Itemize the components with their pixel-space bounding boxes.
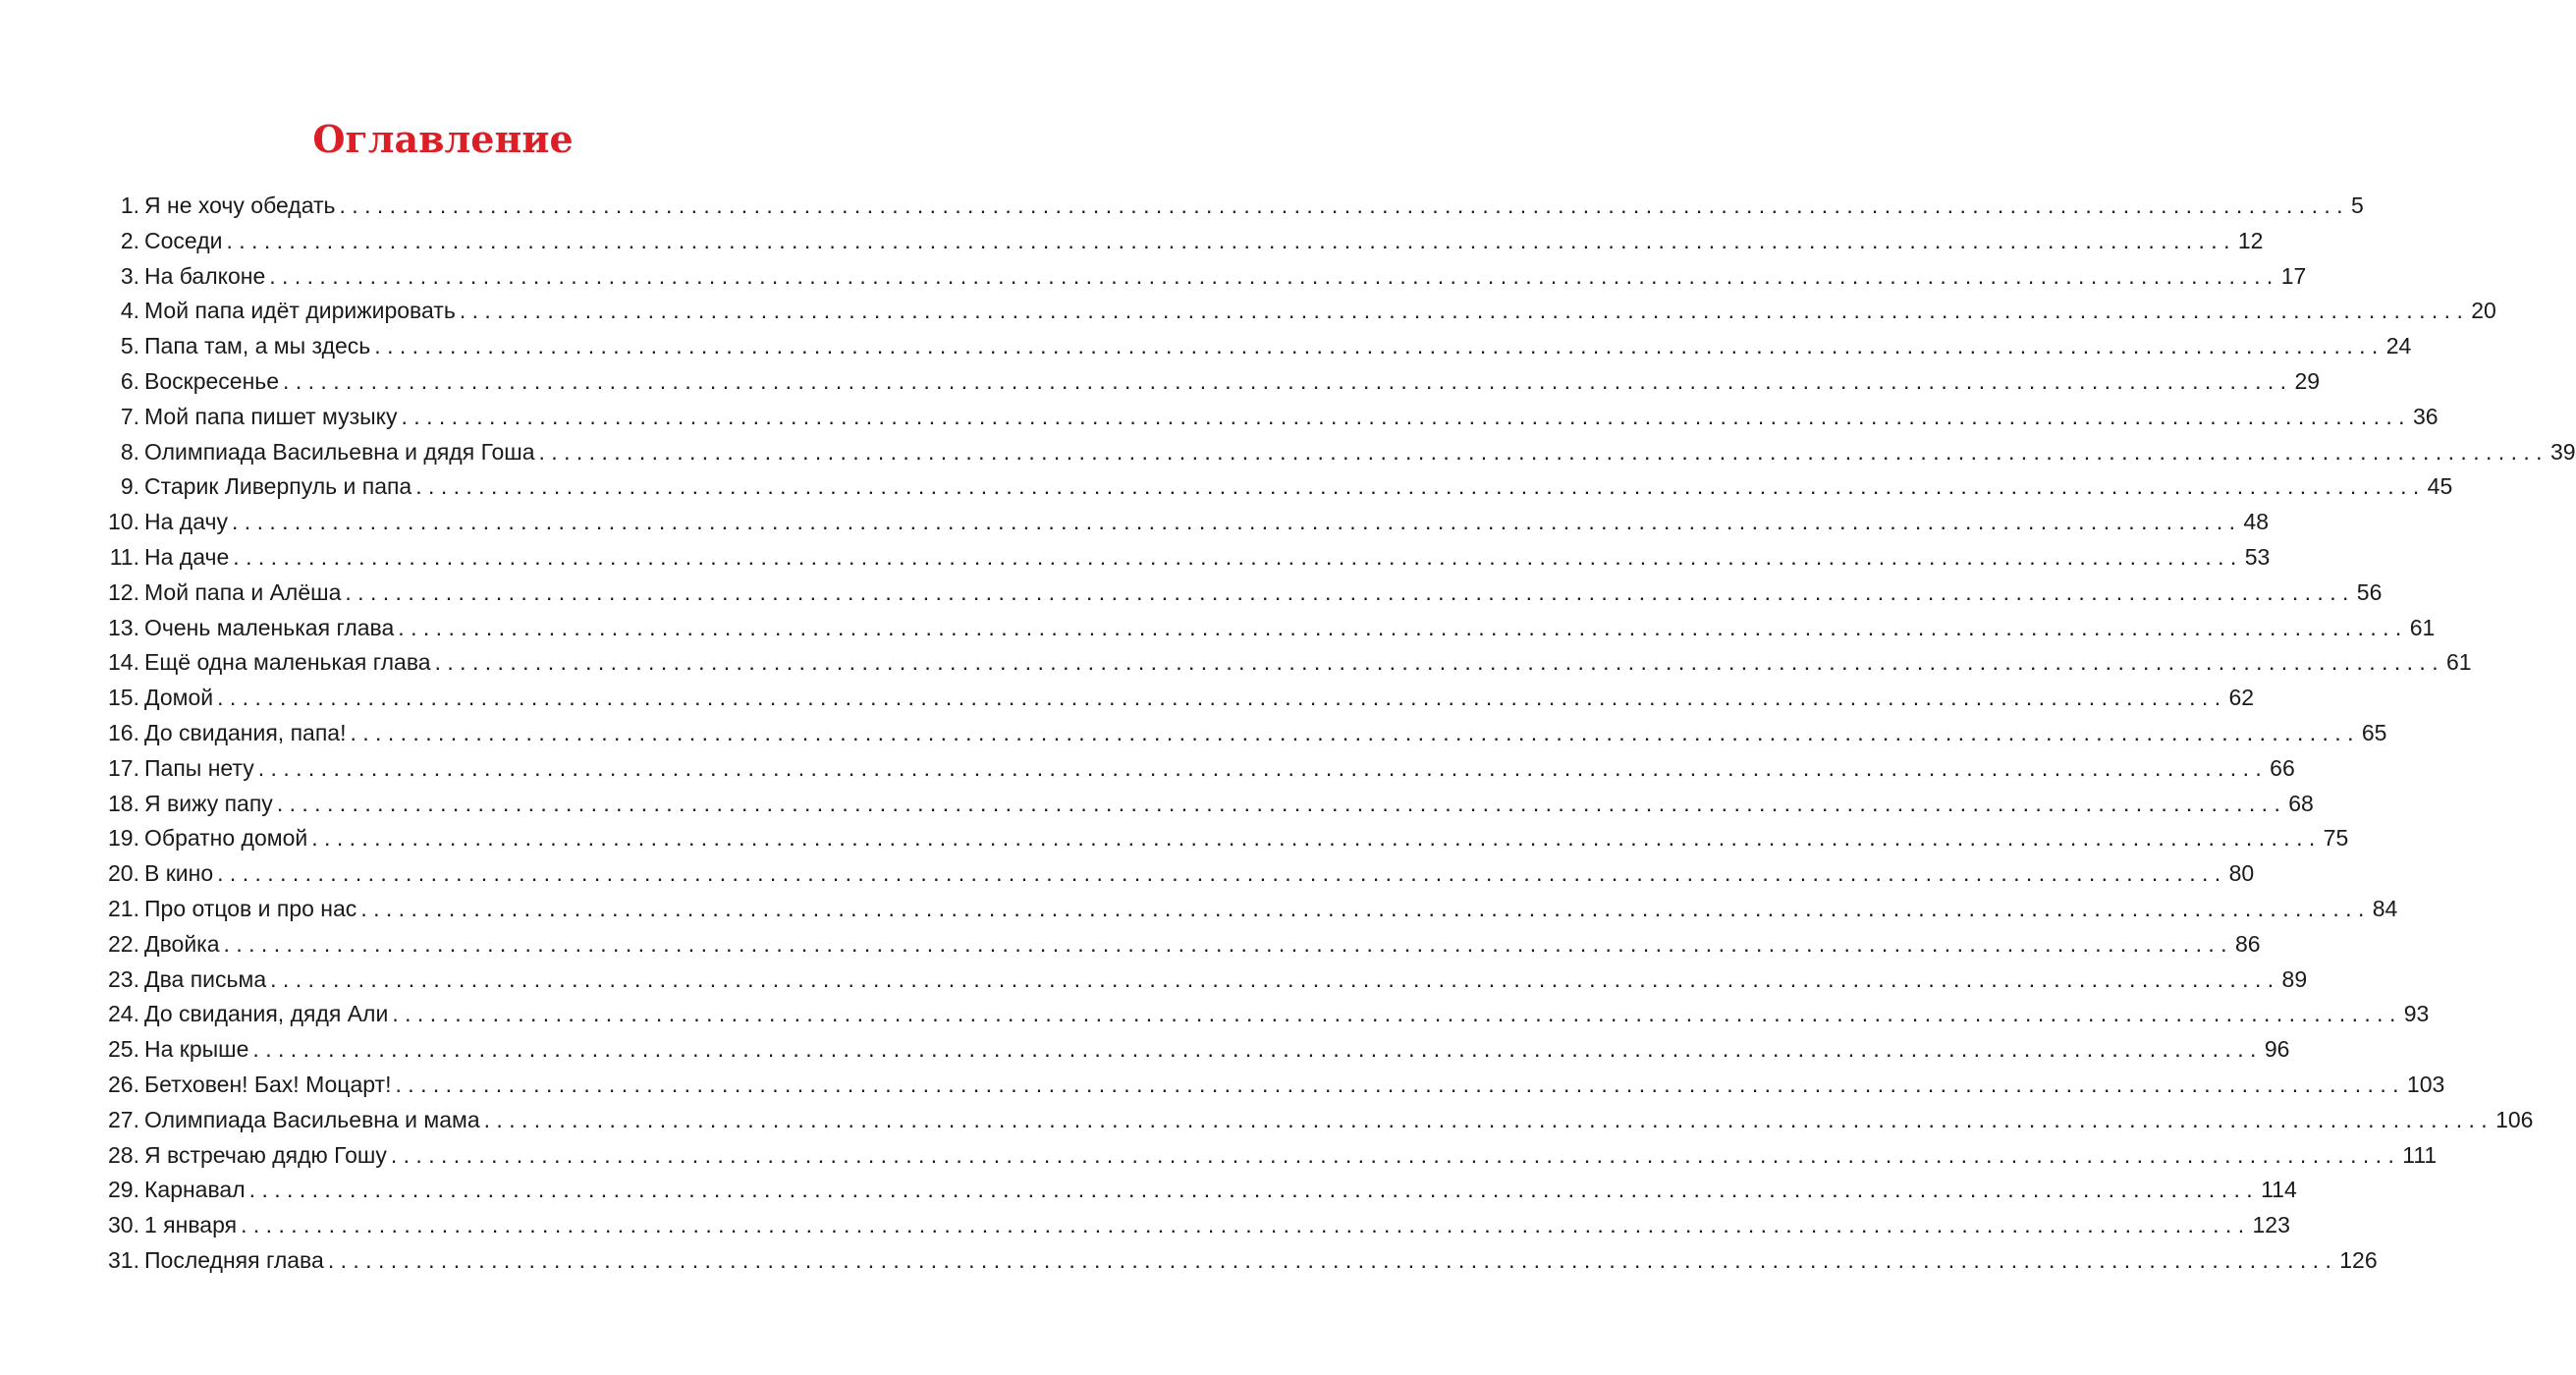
toc-entry-number: 9. [120, 473, 139, 500]
toc-dot-leader: ................................................................................................................................................................ [217, 860, 2227, 887]
toc-entry-page: 20 [2471, 298, 2496, 324]
toc-dot-leader: ................................................................................................................................................................ [311, 825, 2322, 852]
toc-entry-title: Я вижу папу [144, 790, 273, 816]
toc-entry-page: 61 [2446, 649, 2472, 676]
toc-dot-leader: ................................................................................................................................................................ [269, 262, 2279, 289]
toc-entry-number: 23. [108, 965, 139, 992]
toc-dot-leader: ................................................................................................................................................................ [415, 473, 2426, 500]
toc-dot-leader: ................................................................................................................................................................ [257, 754, 2269, 781]
toc-entry-number: 8. [120, 438, 139, 465]
toc-entry-page: 17 [2280, 262, 2307, 289]
toc-entry-title: Ещё одна маленькая глава [144, 649, 431, 676]
toc-entry-title: Очень маленькая глава [144, 614, 395, 640]
toc-entry-title: До свидания, папа! [144, 719, 347, 745]
toc-dot-leader: ................................................................................................................................................................ [217, 685, 2227, 711]
toc-entry-number: 6. [120, 367, 139, 394]
toc-entry-number: 3. [120, 262, 139, 289]
toc-dot-leader: ................................................................................................................................................................ [390, 1141, 2401, 1168]
toc-entry-page: 114 [2261, 1177, 2297, 1203]
toc-entry [94, 1208, 2290, 1243]
toc-entry [94, 927, 2261, 962]
toc-entry-title: Папы нету [144, 754, 254, 781]
toc-entry [94, 329, 2412, 364]
toc-entry-title: Старик Ливерпуль и папа [144, 473, 412, 500]
toc-entry-page: 56 [2356, 578, 2383, 605]
toc-entry-title: Соседи [144, 227, 223, 253]
toc-entry-page: 61 [2409, 614, 2436, 640]
toc-entry-page: 12 [2237, 227, 2264, 253]
toc-entry [94, 997, 2430, 1032]
toc-entry [94, 1138, 2438, 1174]
toc-entry-page: 126 [2339, 1246, 2378, 1273]
toc-entry-page: 24 [2385, 333, 2412, 359]
toc-entry-number: 17. [108, 754, 139, 781]
toc-entry-title: На балконе [144, 262, 266, 289]
toc-entry [94, 259, 2307, 295]
toc-entry-page: 96 [2264, 1036, 2290, 1063]
toc-dot-leader: ................................................................................................................................................................ [248, 1177, 2260, 1203]
toc-entry-page: 86 [2234, 930, 2261, 957]
toc-entry-title: На дачу [144, 509, 228, 535]
toc-entry-number: 5. [120, 333, 139, 359]
toc-entry-number: 10. [108, 509, 139, 535]
toc-entry [94, 224, 2264, 259]
toc-entry [94, 1032, 2290, 1068]
toc-entry-title: На даче [144, 543, 230, 570]
toc-entry-number: 26. [108, 1071, 139, 1097]
toc-entry-number: 22. [108, 930, 139, 957]
toc-dot-leader: ................................................................................................................................................................ [374, 333, 2384, 359]
toc-dot-leader: ................................................................................................................................................................ [398, 614, 2408, 640]
toc-dot-leader: ................................................................................................................................................................ [283, 367, 2293, 394]
toc-entry-title: На крыше [144, 1036, 249, 1063]
toc-entry-title: В кино [144, 860, 214, 887]
toc-entry-title: Я встречаю дядю Гошу [144, 1141, 387, 1168]
toc-dot-leader: ................................................................................................................................................................ [231, 509, 2242, 535]
toc-entry-number: 2. [120, 227, 139, 253]
toc-entry-number: 27. [108, 1106, 139, 1132]
toc-entry-page: 5 [2350, 192, 2364, 218]
toc-dot-leader: ................................................................................................................................................................ [339, 192, 2349, 218]
toc-entry-number: 7. [120, 403, 139, 429]
toc-entry [94, 645, 2472, 681]
toc-entry [94, 751, 2295, 787]
toc-entry-number: 25. [108, 1036, 139, 1063]
toc-entry [94, 1243, 2378, 1279]
toc-entry [94, 469, 2453, 505]
toc-entry-title: Домой [144, 685, 214, 711]
toc-entry [94, 1173, 2297, 1208]
toc-entry-page: 93 [2403, 1001, 2430, 1027]
toc-entry-page: 66 [2270, 754, 2295, 781]
toc-entry [94, 821, 2349, 856]
toc-entry-title: Воскресенье [144, 367, 280, 394]
toc-entry [94, 294, 2496, 329]
toc-entry-number: 29. [108, 1177, 139, 1203]
toc-entry-page: 75 [2323, 825, 2349, 852]
toc-entry [94, 1103, 2534, 1138]
toc-entry [94, 716, 2387, 751]
toc-entry-number: 28. [108, 1141, 139, 1168]
toc-dot-leader: ................................................................................................................................................................ [252, 1036, 2263, 1063]
toc-entry-page: 48 [2243, 509, 2269, 535]
toc-entry-number: 13. [108, 614, 139, 640]
toc-entry-title: Бетховен! Бах! Моцарт! [144, 1071, 392, 1097]
toc-entry [94, 364, 2321, 400]
toc-entry-page: 103 [2406, 1071, 2445, 1097]
toc-entry-title: 1 января [144, 1212, 238, 1238]
toc-entry-title: Мой папа пишет музыку [144, 403, 398, 429]
toc-entry-number: 16. [108, 719, 139, 745]
toc-entry-title: Олимпиада Васильевна и мама [144, 1106, 480, 1132]
toc-entry-title: Мой папа идёт дирижировать [144, 298, 456, 324]
toc-entry [94, 681, 2255, 716]
toc-entry [94, 892, 2398, 927]
toc-dot-leader: ................................................................................................................................................................ [360, 895, 2371, 921]
table-of-contents [94, 189, 2576, 1279]
toc-entry-title: Два письма [144, 965, 267, 992]
toc-entry-title: Двойка [144, 930, 220, 957]
toc-entry-title: Обратно домой [144, 825, 308, 852]
toc-dot-leader: ................................................................................................................................................................ [276, 790, 2287, 816]
toc-entry [94, 611, 2436, 646]
toc-entry-page: 123 [2252, 1212, 2290, 1238]
toc-entry [94, 576, 2383, 611]
toc-entry-number: 11. [109, 543, 139, 570]
toc-entry-number: 30. [108, 1212, 139, 1238]
toc-entry-page: 53 [2244, 543, 2271, 570]
toc-entry-page: 36 [2412, 403, 2439, 429]
toc-dot-leader: ................................................................................................................................................................ [345, 578, 2355, 605]
toc-entry [94, 787, 2314, 822]
toc-entry-number: 24. [108, 1001, 139, 1027]
toc-dot-leader: ................................................................................................................................................................ [233, 543, 2243, 570]
toc-dot-leader: ................................................................................................................................................................ [327, 1246, 2338, 1273]
toc-entry-title: Про отцов и про нас [144, 895, 357, 921]
toc-entry-title: Олимпиада Васильевна и дядя Гоша [144, 438, 535, 465]
toc-entry-number: 1. [120, 192, 139, 218]
toc-dot-leader: ................................................................................................................................................................ [350, 719, 2360, 745]
toc-entry [94, 435, 2576, 470]
toc-entry-number: 18. [108, 790, 139, 816]
page-title: Оглавление [312, 117, 574, 161]
toc-dot-leader: ................................................................................................................................................................ [270, 965, 2280, 992]
toc-dot-leader: ................................................................................................................................................................ [226, 227, 2236, 253]
toc-entry [94, 505, 2269, 540]
toc-entry-title: Последняя глава [144, 1246, 324, 1273]
toc-dot-leader: ................................................................................................................................................................ [241, 1212, 2251, 1238]
toc-entry-title: Папа там, а мы здесь [144, 333, 371, 359]
toc-dot-leader: ................................................................................................................................................................ [223, 930, 2233, 957]
toc-entry-page: 111 [2402, 1141, 2438, 1168]
toc-dot-leader: ................................................................................................................................................................ [538, 438, 2549, 465]
toc-dot-leader: ................................................................................................................................................................ [483, 1106, 2494, 1132]
toc-entry-number: 31. [108, 1246, 139, 1273]
toc-dot-leader: ................................................................................................................................................................ [401, 403, 2411, 429]
toc-entry [94, 1068, 2445, 1103]
toc-entry [94, 962, 2308, 998]
toc-entry [94, 856, 2255, 892]
toc-entry-number: 12. [108, 578, 139, 605]
toc-entry [94, 189, 2364, 224]
toc-entry-page: 39 [2549, 438, 2576, 465]
toc-entry [94, 540, 2271, 576]
toc-dot-leader: ................................................................................................................................................................ [434, 649, 2445, 676]
toc-entry-page: 80 [2228, 860, 2255, 887]
toc-entry-number: 21. [108, 895, 139, 921]
toc-entry-number: 20. [108, 860, 139, 887]
toc-entry-title: Мой папа и Алёша [144, 578, 342, 605]
toc-entry-page: 84 [2372, 895, 2398, 921]
toc-dot-leader: ................................................................................................................................................................ [392, 1001, 2402, 1027]
toc-entry-page: 45 [2427, 473, 2453, 500]
toc-entry-number: 15. [108, 685, 139, 711]
toc-entry-page: 106 [2495, 1106, 2534, 1132]
toc-entry-number: 14. [108, 649, 139, 676]
toc-entry-title: Карнавал [144, 1177, 246, 1203]
toc-entry-number: 19. [108, 825, 139, 852]
toc-entry-page: 68 [2288, 790, 2314, 816]
toc-dot-leader: ................................................................................................................................................................ [459, 298, 2470, 324]
toc-entry-page: 65 [2361, 719, 2387, 745]
toc-entry-page: 29 [2294, 367, 2321, 394]
toc-entry-page: 89 [2281, 965, 2308, 992]
toc-entry-title: Я не хочу обедать [144, 192, 336, 218]
toc-entry [94, 400, 2439, 435]
toc-entry-page: 62 [2228, 685, 2255, 711]
toc-entry-number: 4. [120, 298, 139, 324]
toc-entry-title: До свидания, дядя Али [144, 1001, 389, 1027]
toc-dot-leader: ................................................................................................................................................................ [395, 1071, 2405, 1097]
